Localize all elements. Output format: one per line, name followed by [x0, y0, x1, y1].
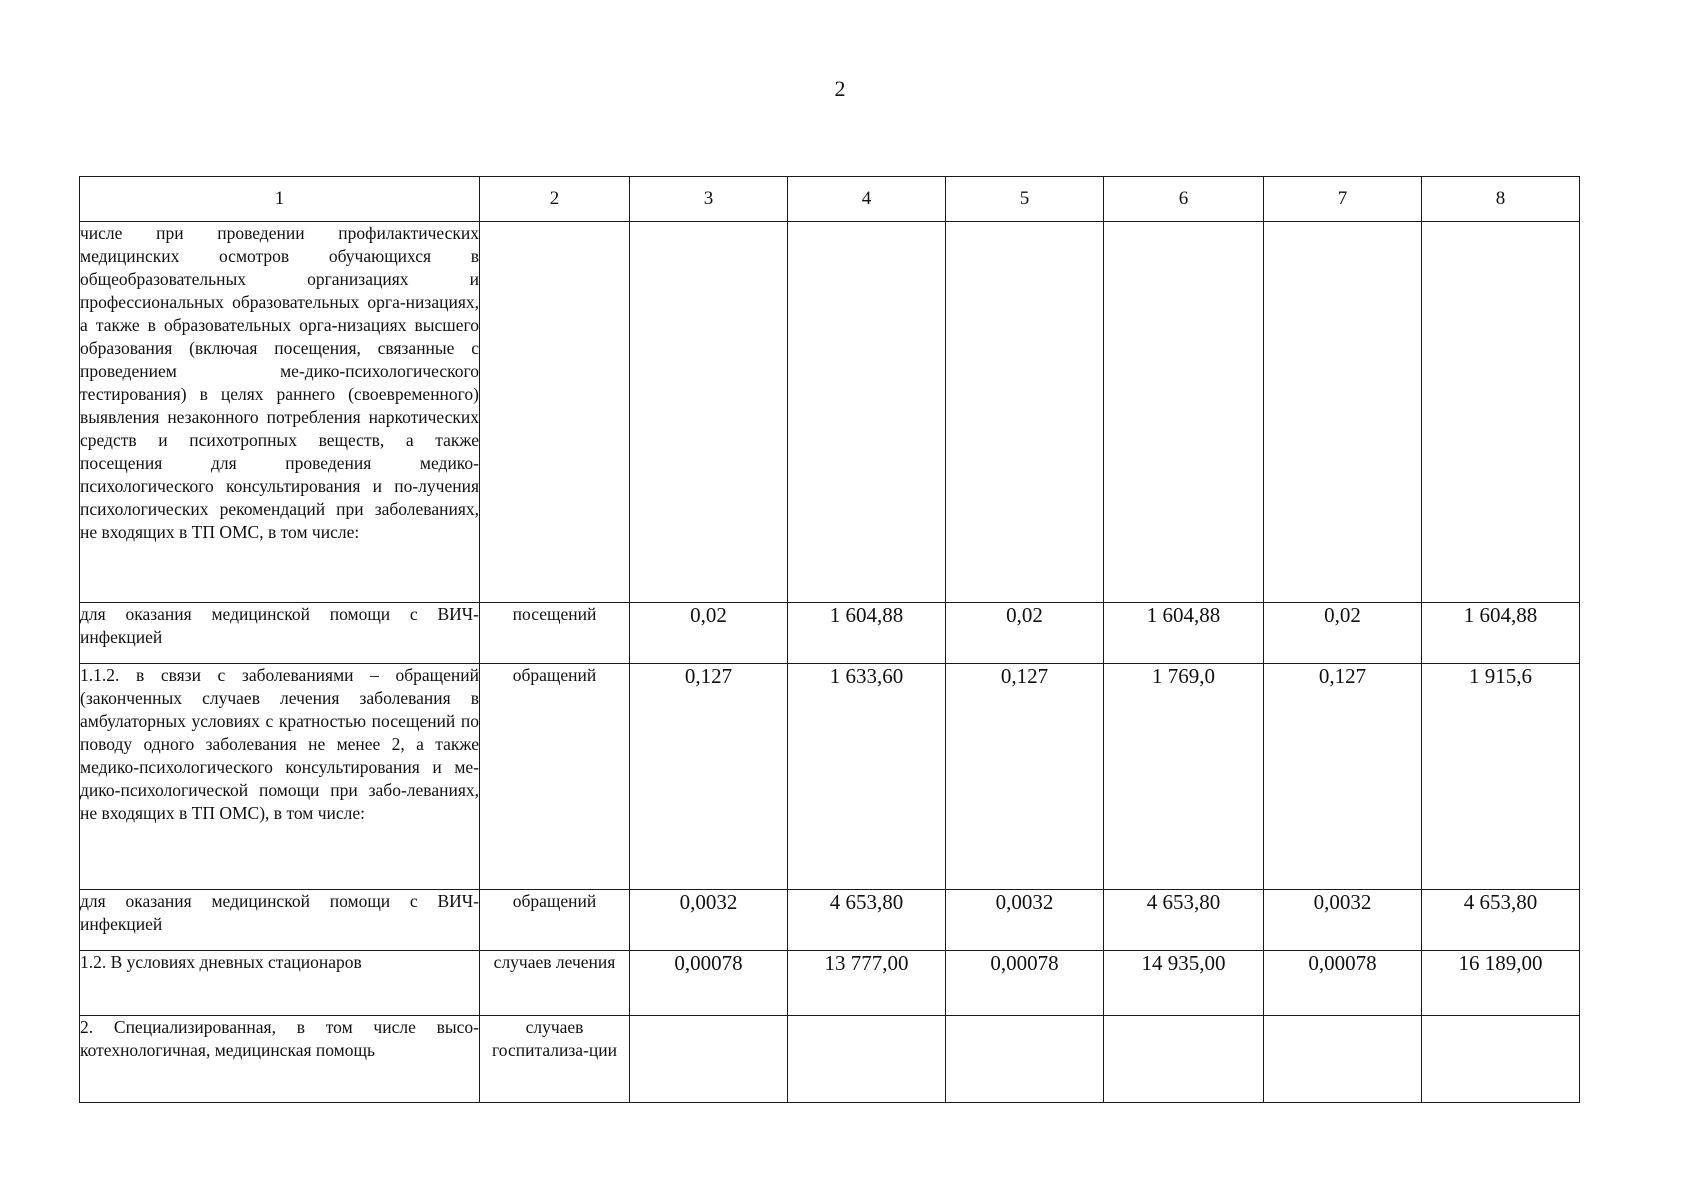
column-header-3: 3 [630, 177, 788, 222]
table-row [80, 603, 1580, 664]
column-header-4: 4 [788, 177, 946, 222]
row-value-col5: 0,127 [946, 664, 1104, 890]
row-value-col8: 1 915,6 [1422, 664, 1580, 890]
row-value-col7 [1264, 222, 1422, 603]
column-header-5: 5 [946, 177, 1104, 222]
table-row [80, 890, 1580, 951]
table-row [80, 951, 1580, 1016]
row-value-col4 [788, 1016, 946, 1103]
row-unit: обращений [480, 664, 630, 890]
table-header-row [80, 177, 1580, 222]
column-header-1: 1 [80, 177, 480, 222]
column-header-6: 6 [1104, 177, 1264, 222]
row-value-col7 [1264, 1016, 1422, 1103]
table-row [80, 1016, 1580, 1103]
data-table [79, 176, 1580, 1103]
row-description: 2. Специализированная, в том числе высо-котехнологичная, медицинская помощь [80, 1016, 480, 1103]
row-value-col5: 0,0032 [946, 890, 1104, 951]
row-value-col4: 13 777,00 [788, 951, 946, 1016]
row-unit: посещений [480, 603, 630, 664]
row-value-col3: 0,00078 [630, 951, 788, 1016]
row-value-col8: 16 189,00 [1422, 951, 1580, 1016]
row-value-col3: 0,02 [630, 603, 788, 664]
row-value-col6: 4 653,80 [1104, 890, 1264, 951]
row-description: для оказания медицинской помощи с ВИЧ-инфекцией [80, 890, 480, 951]
column-header-7: 7 [1264, 177, 1422, 222]
row-value-col3 [630, 1016, 788, 1103]
row-value-col8: 4 653,80 [1422, 890, 1580, 951]
table-row [80, 664, 1580, 890]
table-row [80, 222, 1580, 603]
row-value-col6 [1104, 222, 1264, 603]
column-header-2: 2 [480, 177, 630, 222]
row-value-col8: 1 604,88 [1422, 603, 1580, 664]
row-value-col3 [630, 222, 788, 603]
row-value-col5 [946, 222, 1104, 603]
row-description: 1.2. В условиях дневных стационаров [80, 951, 480, 1016]
column-header-8: 8 [1422, 177, 1580, 222]
row-value-col6: 14 935,00 [1104, 951, 1264, 1016]
row-value-col5: 0,02 [946, 603, 1104, 664]
row-value-col7: 0,00078 [1264, 951, 1422, 1016]
row-value-col4: 1 633,60 [788, 664, 946, 890]
row-value-col6 [1104, 1016, 1264, 1103]
row-value-col8 [1422, 1016, 1580, 1103]
row-value-col4: 1 604,88 [788, 603, 946, 664]
row-value-col6: 1 769,0 [1104, 664, 1264, 890]
row-value-col7: 0,02 [1264, 603, 1422, 664]
page-number: 2 [834, 76, 846, 101]
row-value-col5: 0,00078 [946, 951, 1104, 1016]
row-value-col8 [1422, 222, 1580, 603]
row-value-col4 [788, 222, 946, 603]
row-unit: случаев лечения [480, 951, 630, 1016]
row-value-col4: 4 653,80 [788, 890, 946, 951]
row-description: 1.1.2. в связи с заболеваниями – обращений (законченных случаев лечения заболевания в амбулаторных условиях с кратностью посещений по поводу одного заболевания не менее 2, а также медико-психологического консультирования и ме-дико-психологической помощи при забо-леваниях, не входящих в ТП ОМС), в том числе: [80, 664, 480, 890]
row-value-col7: 0,0032 [1264, 890, 1422, 951]
row-unit: обращений [480, 890, 630, 951]
row-value-col7: 0,127 [1264, 664, 1422, 890]
row-unit: случаев госпитализа-ции [480, 1016, 630, 1103]
row-unit [480, 222, 630, 603]
row-value-col5 [946, 1016, 1104, 1103]
row-description: для оказания медицинской помощи с ВИЧ-инфекцией [80, 603, 480, 664]
row-value-col3: 0,127 [630, 664, 788, 890]
row-value-col6: 1 604,88 [1104, 603, 1264, 664]
row-value-col3: 0,0032 [630, 890, 788, 951]
row-description: числе при проведении профилактических медицинских осмотров обучающихся в общеобразовательных организациях и профессиональных образовательных орга-низациях, а также в образовательных орга-низациях высшего образования (включая посещения, связанные с проведением ме-дико-психологического тестирования) в целях раннего (своевременного) выявления незаконного потребления наркотических средств и психотропных веществ, а также посещения для проведения медико-психологического консультирования и по-лучения психологических рекомендаций при заболеваниях, не входящих в ТП ОМС, в том числе: [80, 222, 480, 603]
